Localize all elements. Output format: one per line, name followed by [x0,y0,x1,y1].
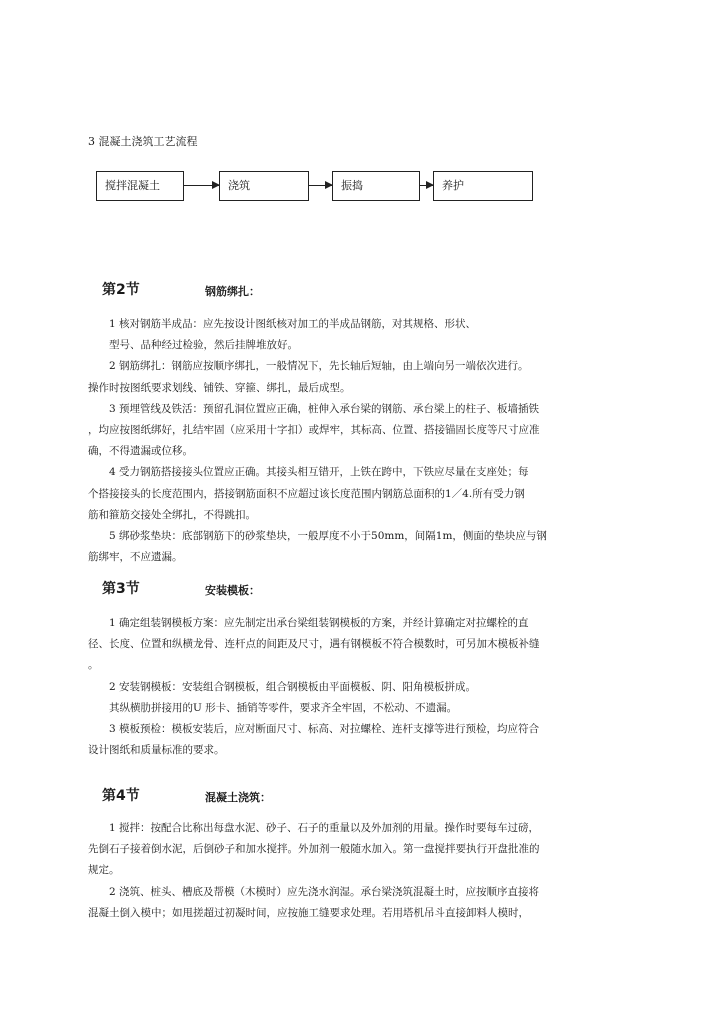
flow-title: 3 混凝土浇筑工艺流程 [88,135,198,148]
paragraph-line: 2 浇筑、桩头、槽底及帮模（木模时）应先浇水润湿。承台梁浇筑混凝土时，应按顺序直接将 [88,885,540,898]
section-2-number: 第2节 [102,282,140,298]
section-2-heading [102,279,140,299]
section-2-body [88,314,628,568]
flow-arrow-1 [184,185,219,186]
paragraph-line: 4 受力钢筋搭接接头位置应正确。其接头相互错开，上铁在跨中，下铁应尽量在支座处；每 [88,466,529,479]
paragraph-line: 5 绑砂浆垫块：底部钢筋下的砂浆垫块，一般厚度不小于50mm，间隔1m，侧面的垫块应与钢 [88,530,547,543]
paragraph-line: ，均应按图纸绑好，扎结牢固（应采用十字扣）或焊牢，其标高、位置、搭接锚固长度等尺寸应准 [88,424,540,437]
flow-step-vibrate: 振捣 [332,171,420,201]
paragraph-line: 个搭接接头的长度范围内，搭接钢筋面积不应超过该长度范围内钢筋总面积的1／4.所有受力钢 [88,487,525,500]
paragraph-line: 混凝土倒入模中；如甩搓超过初凝时间，应按施工缝要求处理。若用塔机吊斗直接卸料人模时， [88,906,529,919]
paragraph-line: 1 核对钢筋半成品：应先按设计图纸核对加工的半成品钢筋，对其规格、形状、 [88,318,477,330]
section-4-heading [102,785,140,805]
paragraph-line: 规定。 [88,864,120,877]
paragraph-line: 筋和箍筋交接处全绑扎，不得跳扣。 [88,508,256,521]
flow-step-pour: 浇筑 [219,171,309,201]
section-3-title: 安装模板： [205,584,260,597]
flow-step-cure: 养护 [433,171,533,201]
section-2-title: 钢筋绑扎： [205,285,260,298]
section-3-body [88,613,628,761]
section-3-heading [102,578,140,598]
flow-arrow-3 [420,185,433,186]
paragraph-line: 操作时按图纸要求划线、铺铁、穿箍、绑扎，最后成型。 [88,381,351,394]
paragraph-line: 1 确定组装钢模板方案：应先制定出承台梁组装钢模板的方案，并经计算确定对拉螺栓的直 [88,617,529,629]
section-3-number: 第3节 [102,581,140,597]
paragraph-line: 径、长度、位置和纵横龙骨、连杆点的间距及尺寸，遇有钢模板不符合模数时，可另加木模板补缝 [88,638,540,651]
paragraph-line: 2 钢筋绑扎：钢筋应按顺序绑扎，一般情况下，先长轴后短轴，由上端向另一端依次进行。 [88,360,529,373]
paragraph-line: 3 预埋管线及铁活：预留孔洞位置应正确，桩伸入承台梁的钢筋、承台梁上的柱子、板墙插铁 [88,402,540,415]
paragraph-line: 设计图纸和质量标准的要求。 [88,744,225,757]
section-4-body [88,818,628,924]
flow-arrow-2 [309,185,332,186]
section-4-number: 第4节 [102,788,140,804]
paragraph-line: 先倒石子接着倒水泥，后倒砂子和加水搅拌。外加剂一般随水加入。第一盘搅拌要执行开盘批准的 [88,843,540,856]
paragraph-line: 1 搅拌：按配合比称出每盘水泥、砂子、石子的重量以及外加剂的用量。操作时要每车过磅， [88,822,540,834]
paragraph-line: 筋绑牢，不应遗漏。 [88,551,183,564]
section-4-title: 混凝土浇筑： [205,791,271,804]
paragraph-line: 。 [88,659,99,672]
flow-step-mix: 搅拌混凝土 [96,171,184,201]
paragraph-line: 其纵横肋拼接用的U 形卡、插销等零件，要求齐全牢固，不松动、不遗漏。 [88,701,458,714]
paragraph-line: 3 模板预检：模板安装后，应对断面尺寸、标高、对拉螺栓、连杆支撑等进行预检，均应符合 [88,723,540,736]
paragraph-line: 型号、品种经过检验，然后挂牌堆放好。 [88,339,298,352]
paragraph-line: 2 安装钢模板：安装组合钢模板，组合钢模板由平面模板、阴、阳角模板拼成。 [88,680,477,693]
paragraph-line: 确，不得遗漏或位移。 [88,445,193,458]
